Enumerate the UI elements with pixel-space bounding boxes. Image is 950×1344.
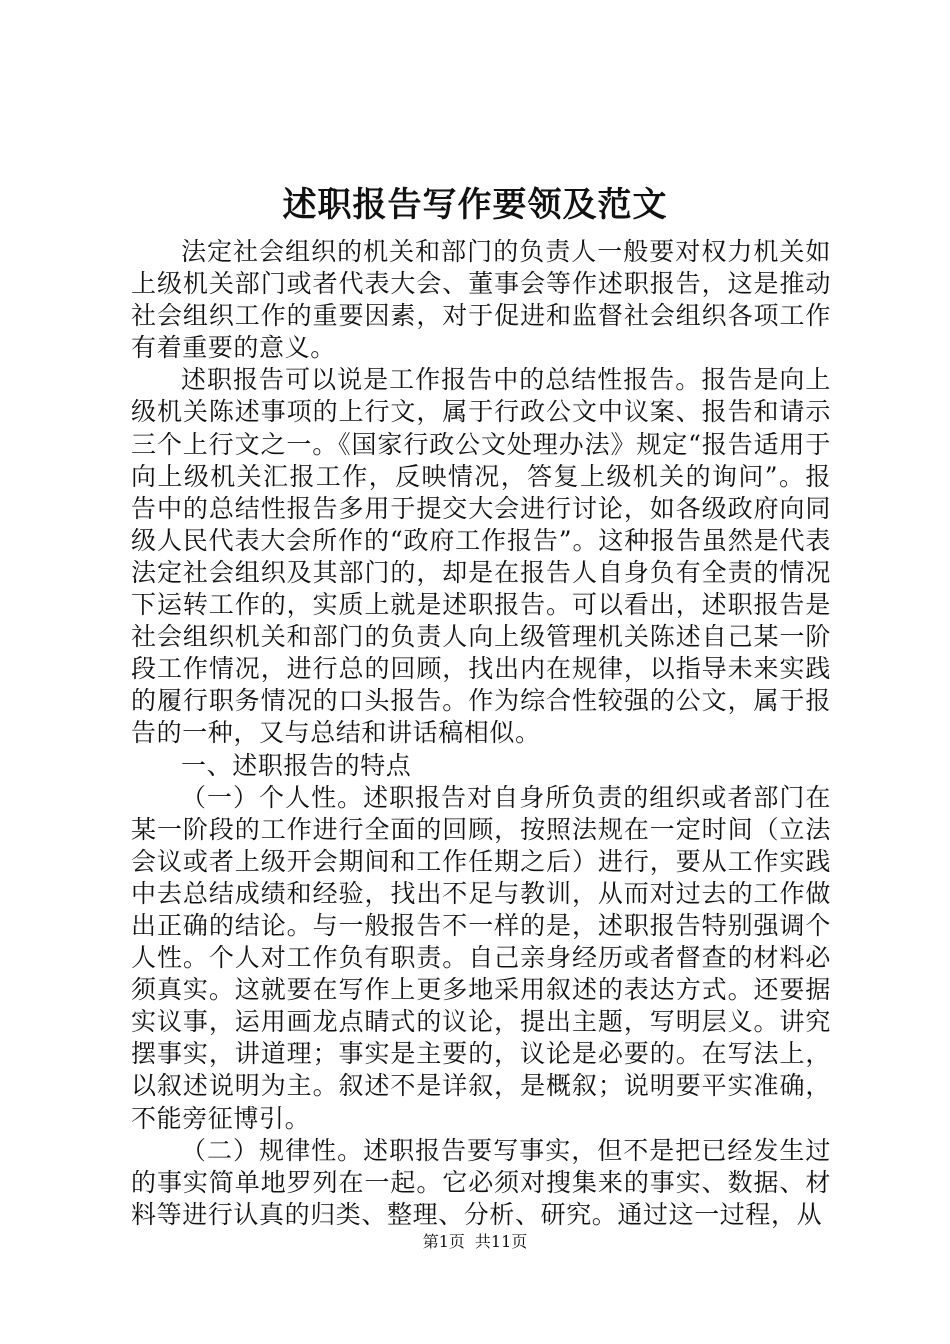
document-body [131, 236, 831, 1231]
paragraph-intro: 法定社会组织的机关和部门的负责人一般要对权力机关如上级机关部门或者代表大会、董事会等作述职报告，这是推动社会组织工作的重要因素，对于促进和监督社会组织各项工作有着重要的意义。 [131, 237, 831, 363]
page-number-current: 第1页 [422, 1232, 465, 1251]
page-footer [0, 1232, 950, 1252]
paragraph-feature-regularity: （二）规律性。述职报告要写事实，但不是把已经发生过的事实简单地罗列在一起。它必须对搜集来的事实、数据、材料等进行认真的归类、整理、分析、研究。通过这一过程，从 [131, 1135, 831, 1229]
paragraph-definition: 述职报告可以说是工作报告中的总结性报告。报告是向上级机关陈述事项的上行文，属于行政公文中议案、报告和请示三个上行文之一。《国家行政公文处理办法》规定“报告适用于向上级机关汇报工作，反映情况，答复上级机关的询问”。报告中的总结性报告多用于提交大会进行讨论，如各级政府向同级人民代表大会所作的“政府工作报告”。这种报告虽然是代表法定社会组织及其部门的，却是在报告人自身负有全责的情况下运转工作的，实质上就是述职报告。可以看出，述职报告是社会组织机关和部门的负责人向上级管理机关陈述自己某一阶段工作情况，进行总的回顾，找出内在规律，以指导未来实践的履行职务情况的口头报告。作为综合性较强的公文，属于报告的一种，又与总结和讲话稿相似。 [131, 365, 831, 748]
document-title: 述职报告写作要领及范文 [282, 185, 668, 225]
paragraph-feature-personal: （一）个人性。述职报告对自身所负责的组织或者部门在某一阶段的工作进行全面的回顾，按照法规在一定时间（立法会议或者上级开会期间和工作任期之后）进行，要从工作实践中去总结成绩和经验，找出不足与教训，从而对过去的工作做出正确的结论。与一般报告不一样的是，述职报告特别强调个人性。个人对工作负有职责。自己亲身经历或者督查的材料必须真实。这就要在写作上更多地采用叙述的表达方式。还要据实议事，运用画龙点睛式的议论，提出主题，写明层义。讲究摆事实，讲道理；事实是主要的，议论是必要的。在写法上，以叙述说明为主。叙述不是详叙，是概叙；说明要平实准确，不能旁征博引。 [131, 782, 831, 1133]
page-number-total: 共11页 [474, 1232, 528, 1251]
section-heading-features: 一、述职报告的特点 [181, 750, 412, 780]
